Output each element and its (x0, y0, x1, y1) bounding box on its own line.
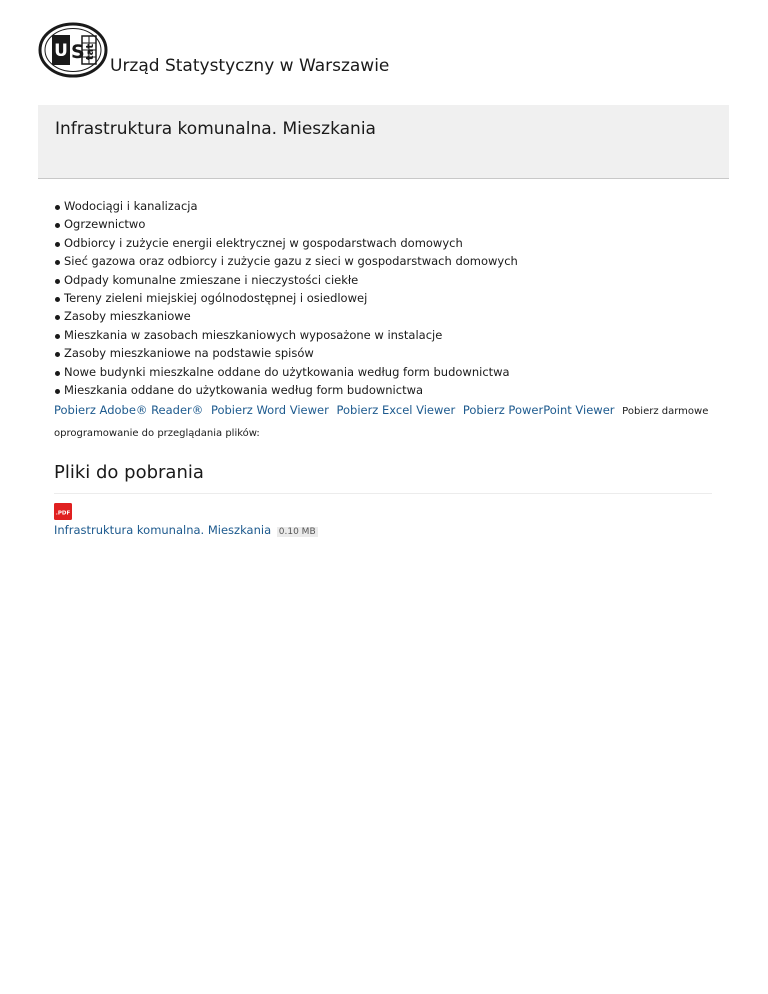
topic-link-item[interactable]: Mieszkania oddane do użytkowania według form budownictwa (54, 381, 714, 399)
site-header (38, 18, 389, 78)
topic-link-item[interactable]: Zasoby mieszkaniowe na podstawie spisów (54, 344, 714, 362)
files-heading: Pliki do pobrania (54, 462, 712, 494)
topic-list (54, 197, 714, 399)
page-title: Infrastruktura komunalna. Mieszkania (55, 119, 376, 139)
svg-text:U: U (54, 41, 68, 61)
topic-link-item[interactable]: Wodociągi i kanalizacja (54, 197, 714, 215)
svg-text:S: S (71, 41, 85, 63)
topic-link-item[interactable]: Ogrzewnictwo (54, 215, 714, 233)
word-viewer-link[interactable]: Pobierz Word Viewer (210, 403, 329, 418)
topic-link-item[interactable]: Tereny zieleni miejskiej ogólnodostępnej i osiedlowej (54, 289, 714, 307)
file-size-badge: 0.10 MB (278, 527, 316, 538)
topic-link-item[interactable]: Mieszkania w zasobach mieszkaniowych wyposażone w instalacje (54, 326, 714, 344)
pdf-icon-label: .PDF (55, 510, 71, 517)
topic-link-item[interactable]: Odpady komunalne zmieszane i nieczystości ciekłe (54, 271, 714, 289)
topic-link-item[interactable]: Zasoby mieszkaniowe (54, 307, 714, 325)
main-content (54, 197, 714, 540)
topic-link-item[interactable]: Sieć gazowa oraz odbiorcy i zużycie gazu z sieci w gospodarstwach domowych (54, 252, 714, 270)
file-entry (54, 503, 714, 540)
ustat-logo[interactable] (38, 22, 108, 78)
topic-link-item[interactable]: Odbiorcy i zużycie energii elektrycznej w gospodarstwach domowych (54, 234, 714, 252)
adobe-reader-link[interactable]: Pobierz Adobe® Reader® (54, 403, 204, 418)
svg-text:tat: tat (85, 43, 96, 61)
topic-link-item[interactable]: Nowe budynki mieszkalne oddane do użytkowania według form budownictwa (54, 363, 714, 381)
file-link-row (54, 522, 714, 540)
viewer-note: Pobierz darmowe oprogramowanie do przeglądania plików: (54, 406, 709, 440)
powerpoint-viewer-link[interactable]: Pobierz PowerPoint Viewer (462, 403, 615, 418)
excel-viewer-link[interactable]: Pobierz Excel Viewer (336, 403, 456, 418)
viewer-downloads (54, 400, 714, 444)
file-download-link[interactable]: Infrastruktura komunalna. Mieszkania (54, 523, 272, 538)
pdf-icon[interactable] (54, 503, 72, 520)
organization-name[interactable]: Urząd Statystyczny w Warszawie (110, 56, 390, 76)
page-title-bar (38, 105, 729, 179)
